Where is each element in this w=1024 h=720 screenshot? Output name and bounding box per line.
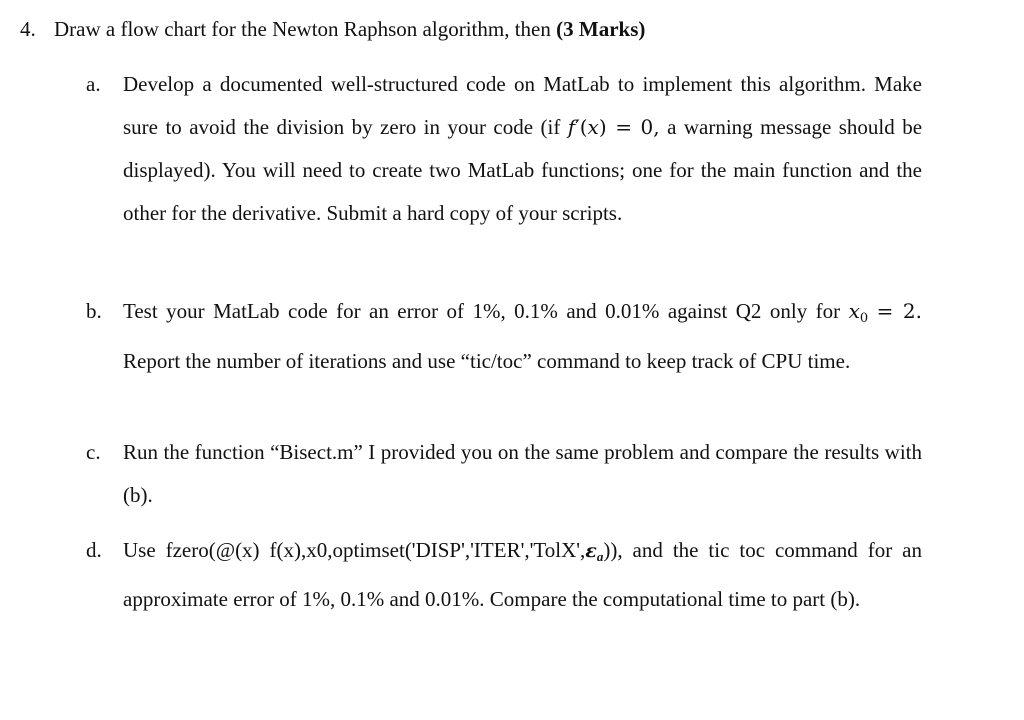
part-d-body xyxy=(123,529,922,621)
question-header xyxy=(20,14,1010,44)
part-c-body xyxy=(123,431,922,517)
question-prompt: Draw a flow chart for the Newton Raphson algorithm, then xyxy=(54,17,551,41)
part-a-text-1: Develop a documented well-structured code on MatLab to implement this algorithm. Make sure to avoid the division by zero in your code (if xyxy=(123,72,922,139)
part-a xyxy=(86,63,922,235)
part-b-math-x: x xyxy=(848,299,860,323)
part-d xyxy=(86,529,922,621)
part-d-text-1: Use fzero(@(x) f(x),x0,optimset('DISP','ITER','TolX', xyxy=(123,538,586,562)
part-b-math-sub: 0 xyxy=(859,311,869,326)
part-b-body xyxy=(123,290,922,383)
part-a-math-prime: ′( xyxy=(575,115,588,139)
part-d-label: d. xyxy=(86,538,102,562)
part-d-epsilon-sub: a xyxy=(596,549,604,564)
part-b xyxy=(86,290,922,383)
question-marks: (3 Marks) xyxy=(556,17,646,41)
part-a-label: a. xyxy=(86,72,101,96)
question-number: 4. xyxy=(20,17,36,41)
question-4 xyxy=(20,14,1010,44)
part-a-math-f: f xyxy=(567,115,576,139)
question-text xyxy=(54,14,645,44)
part-c xyxy=(86,431,922,517)
part-b-text-1: Test your MatLab code for an error of 1%, 0.1% and 0.01% against Q2 only for xyxy=(123,299,841,323)
part-d-epsilon: ε xyxy=(585,540,597,562)
part-a-math-x: x xyxy=(587,115,599,139)
part-b-label: b. xyxy=(86,299,102,323)
part-a-text-2: a warning message should be displayed). You will need to create two MatLab functions; one for the main function and the other for the derivative. Submit a hard copy of your scripts. xyxy=(123,115,923,225)
part-a-math-rest: ) = 0, xyxy=(598,115,660,139)
part-c-text: Run the function “Bisect.m” I provided you on the same problem and compare the results with (b). xyxy=(123,440,922,507)
part-c-label: c. xyxy=(86,440,101,464)
part-d-text-2: )), and the tic toc command for an approximate error of 1%, 0.1% and 0.01%. Compare the computational time to part (b). xyxy=(123,538,922,611)
part-b-math-rest: = 2. xyxy=(876,299,923,323)
part-a-body xyxy=(123,63,922,235)
part-b-text-2: Report the number of iterations and use “tic/toc” command to keep track of CPU time. xyxy=(123,349,851,373)
